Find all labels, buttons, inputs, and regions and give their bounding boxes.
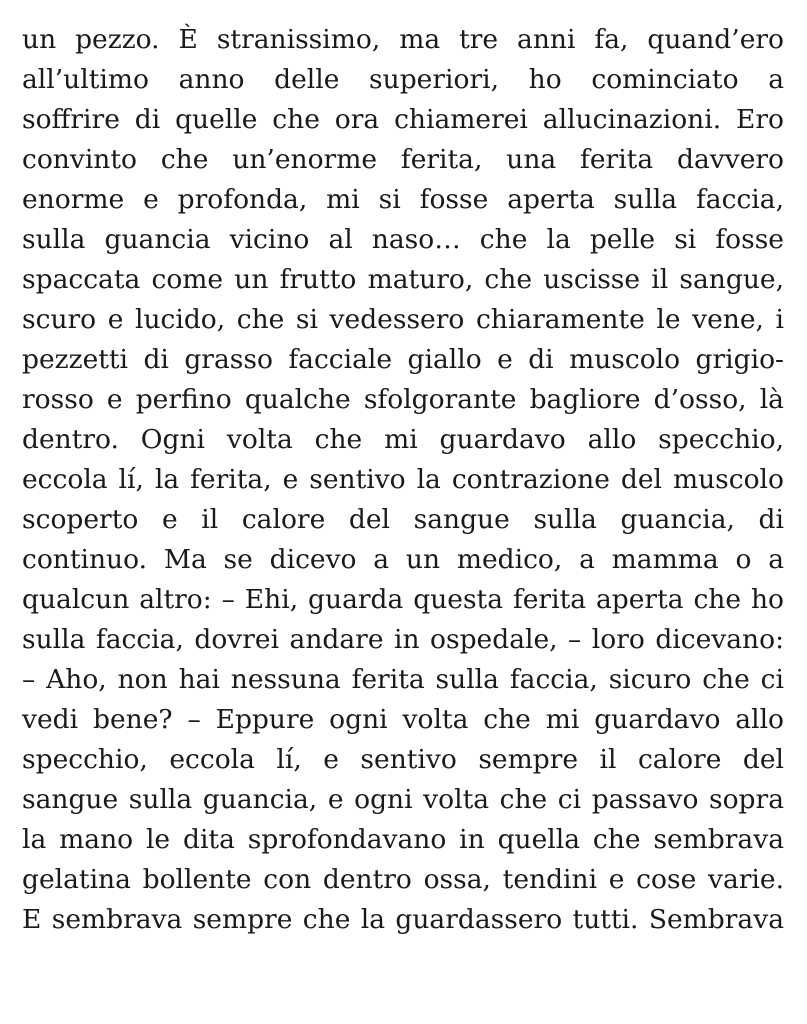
text-line: gelatina bollente con dentro ossa, tendini e cose varie. — [22, 864, 784, 895]
text-line: qualcun altro: – Ehi, guarda questa ferita aperta che ho — [22, 584, 784, 615]
text-line: la mano le dita sprofondavano in quella che sembrava — [22, 824, 784, 855]
text-line: sangue sulla guancia, e ogni volta che ci passavo sopra — [22, 784, 784, 815]
text-line: scoperto e il calore del sangue sulla guancia, di — [22, 504, 784, 535]
text-line: dentro. Ogni volta che mi guardavo allo specchio, — [22, 424, 784, 455]
text-line: enorme e profonda, mi si fosse aperta sulla faccia, — [22, 184, 784, 215]
text-line: spaccata come un frutto maturo, che uscisse il sangue, — [22, 264, 784, 295]
text-line: all’ultimo anno delle superiori, ho cominciato a — [22, 64, 784, 95]
text-line: un pezzo. È stranissimo, ma tre anni fa, quand’ero — [22, 24, 784, 55]
text-line: pezzetti di grasso facciale giallo e di muscolo grigio- — [22, 344, 784, 375]
text-line: specchio, eccola lí, e sentivo sempre il calore del — [22, 744, 784, 775]
text-line: soffrire di quelle che ora chiamerei allucinazioni. Ero — [22, 104, 784, 135]
book-page-text — [22, 0, 784, 940]
text-line: convinto che un’enorme ferita, una ferita davvero — [22, 144, 784, 175]
text-line: E sembrava sempre che la guardassero tutti. Sembrava — [22, 904, 784, 935]
text-line: sulla guancia vicino al naso… che la pelle si fosse — [22, 224, 784, 255]
text-line: eccola lí, la ferita, e sentivo la contrazione del muscolo — [22, 464, 784, 495]
text-line: vedi bene? – Eppure ogni volta che mi guardavo allo — [22, 704, 784, 735]
text-line: scuro e lucido, che si vedessero chiaramente le vene, i — [22, 304, 784, 335]
text-line: rosso e perfino qualche sfolgorante bagliore d’osso, là — [22, 384, 784, 415]
text-line: sulla faccia, dovrei andare in ospedale, – loro dicevano: — [22, 624, 784, 655]
text-line: continuo. Ma se dicevo a un medico, a mamma o a — [22, 544, 784, 575]
text-line: – Aho, non hai nessuna ferita sulla faccia, sicuro che ci — [22, 664, 784, 695]
